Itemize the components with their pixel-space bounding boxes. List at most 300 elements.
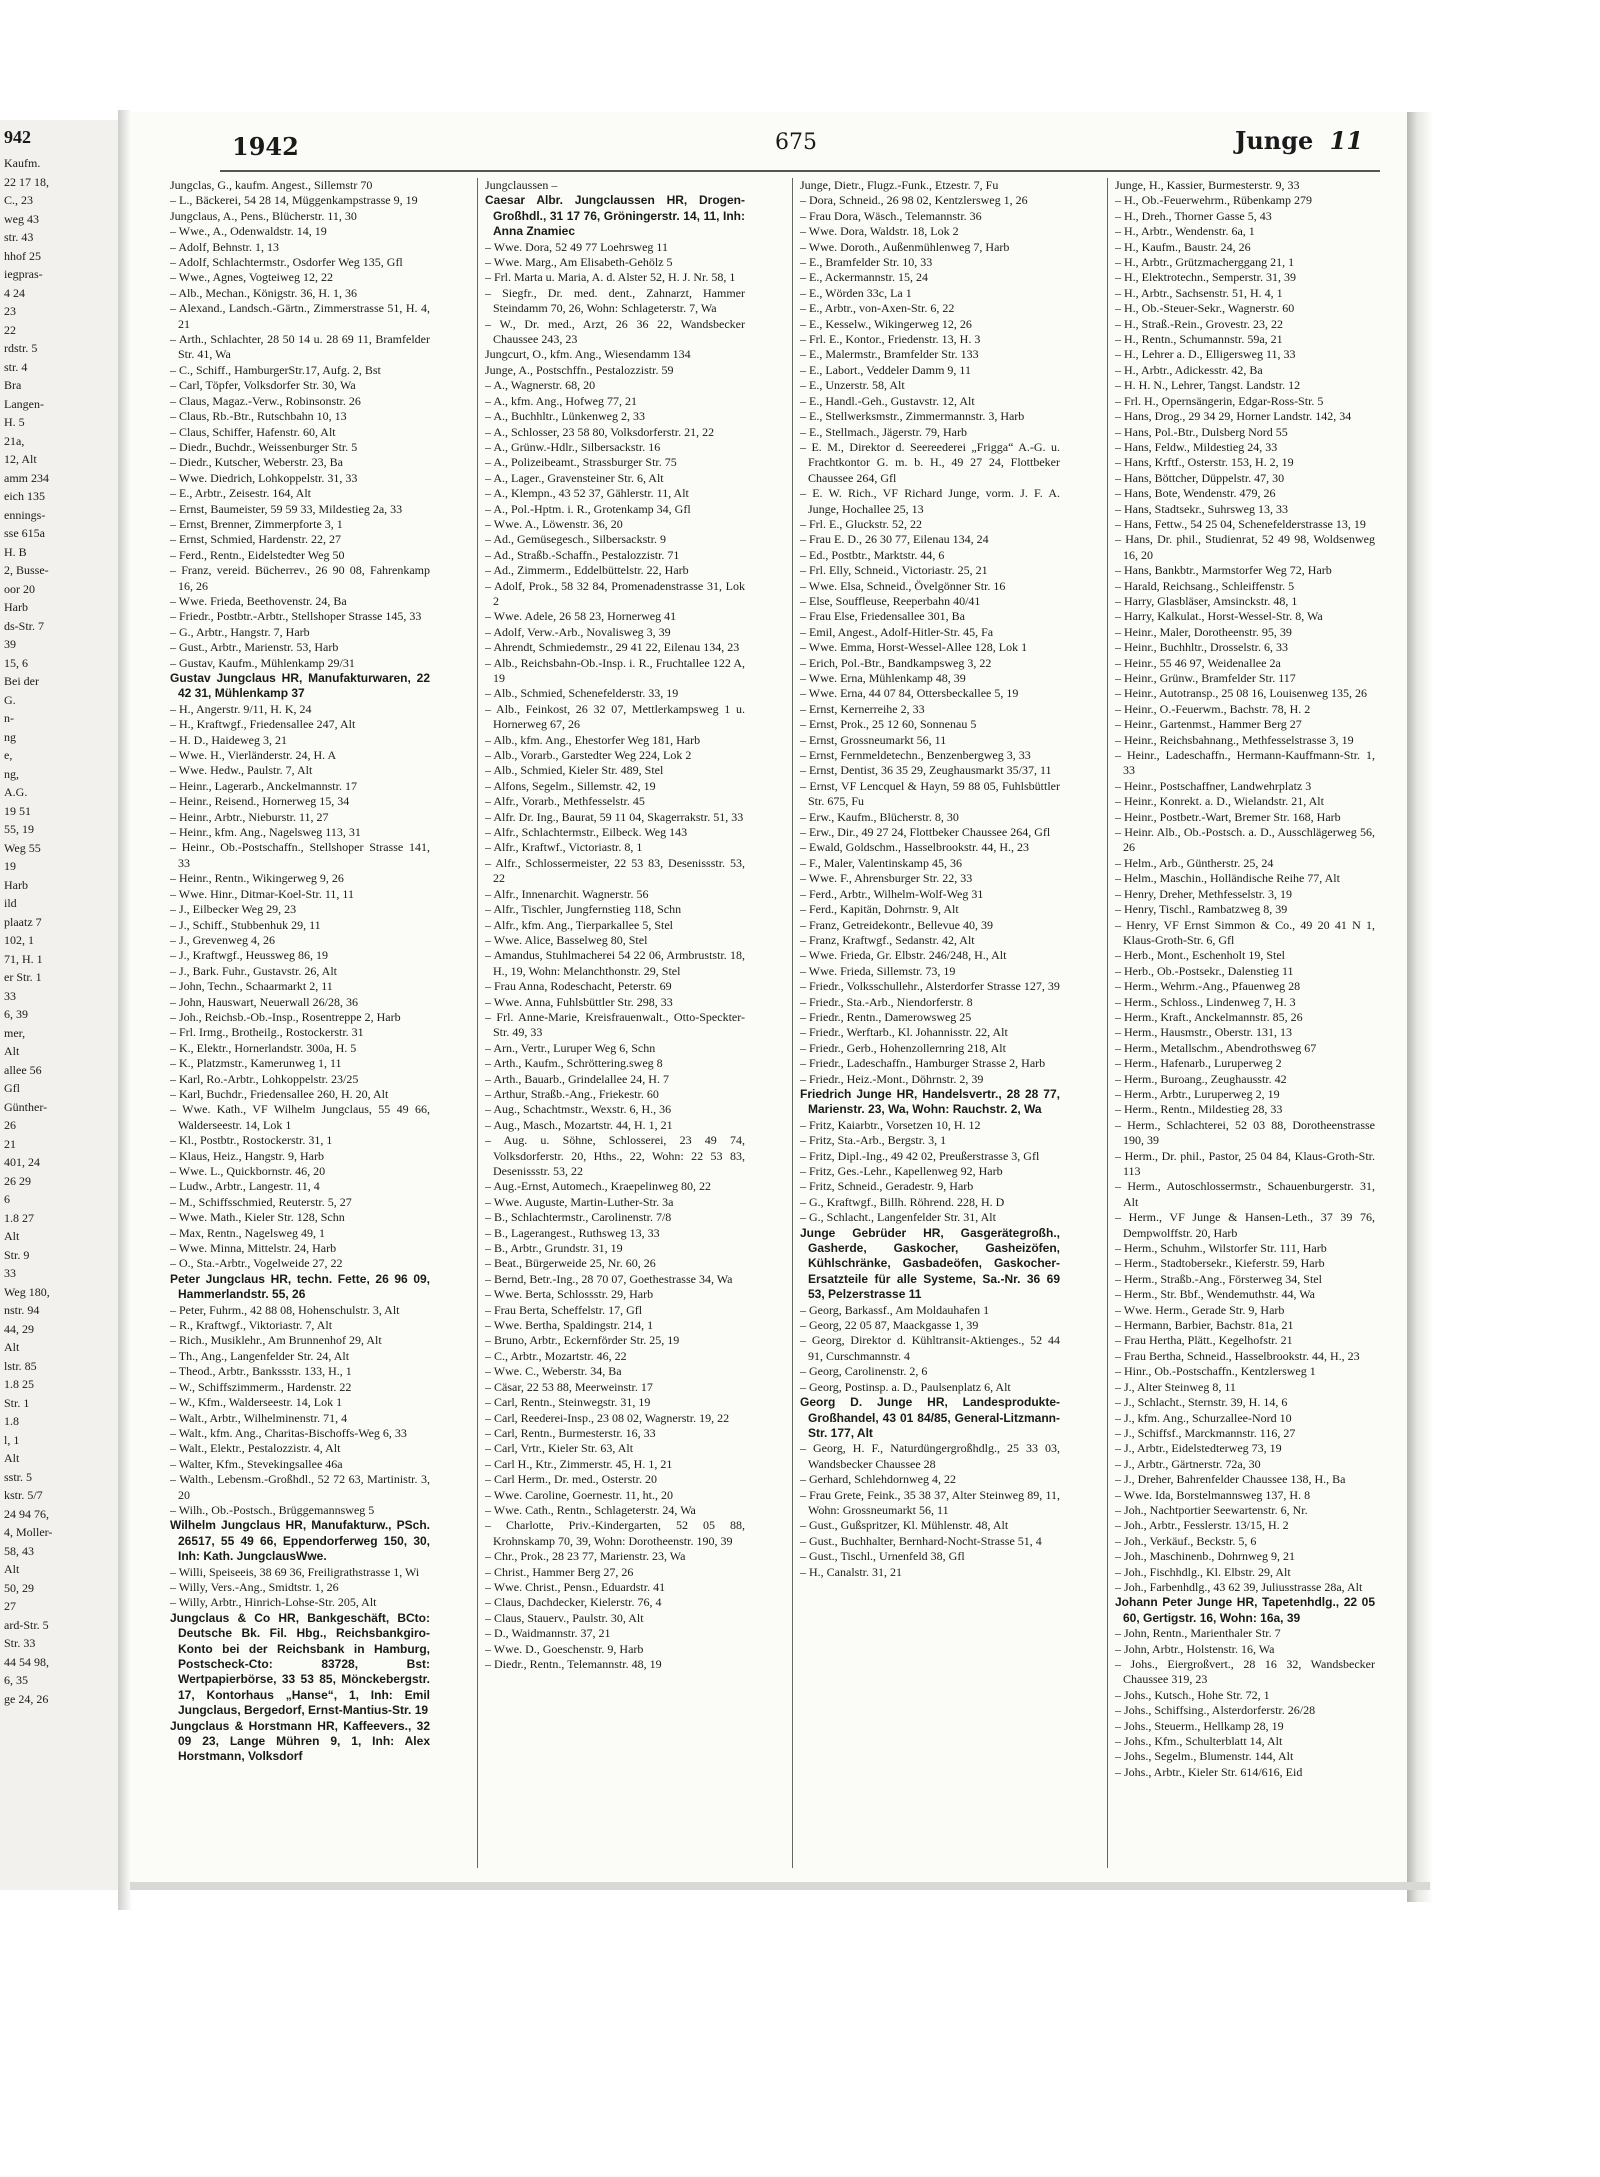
previous-page-text-fragment: 22 17 18, xyxy=(4,174,49,189)
directory-entry: – Wwe. Anna, Fuhlsbüttler Str. 298, 33 xyxy=(485,994,673,1009)
directory-entry: – H., Elektrotechn., Semperstr. 31, 39 xyxy=(1115,270,1296,285)
directory-entry: – Georg, 22 05 87, Maackgasse 1, 39 xyxy=(800,1318,979,1333)
directory-entry: – Frau Dora, Wäsch., Telemannstr. 36 xyxy=(800,208,982,223)
directory-entry: – Wwe. Berta, Schlossstr. 29, Harb xyxy=(485,1287,654,1302)
directory-entry: – H., Arbtr., Wendenstr. 6a, 1 xyxy=(1115,224,1255,239)
directory-entry: – H., Canalstr. 31, 21 xyxy=(800,1564,902,1579)
directory-entry: – Ludw., Arbtr., Langestr. 11, 4 xyxy=(170,1179,320,1194)
directory-entry: – Georg, Postinsp. a. D., Paulsenplatz 6, Alt xyxy=(800,1379,1011,1394)
page-header xyxy=(130,112,1407,170)
directory-entry: – Alfr., kfm. Ang., Tierparkallee 5, Stel xyxy=(485,917,673,932)
directory-entry: – Wwe. Cath., Rentn., Schlageterstr. 24, Wa xyxy=(485,1502,696,1517)
directory-entry: – Heinr. Alb., Ob.-Postsch. a. D., Ausschlägerweg 56, 26 xyxy=(1115,825,1375,855)
directory-entry: – Friedr., Ladeschaffn., Hamburger Strasse 2, Harb xyxy=(800,1056,1046,1071)
directory-entry: – G., Kraftwgf., Billh. Röhrend. 228, H. D xyxy=(800,1194,1005,1209)
directory-entry: – Claus, Rb.-Btr., Rutschbahn 10, 13 xyxy=(170,409,347,424)
directory-entry: Junge, H., Kassier, Burmesterstr. 9, 33 xyxy=(1115,178,1300,192)
previous-page-text-fragment: 6, 35 xyxy=(4,1673,28,1687)
directory-entry: – B., Lagerangest., Ruthsweg 13, 33 xyxy=(485,1225,660,1240)
directory-entry: – Ed., Postbtr., Marktstr. 44, 6 xyxy=(800,547,945,562)
directory-entry: – Herm., Metallschm., Abendrothsweg 67 xyxy=(1115,1040,1317,1055)
directory-entry: – C., Arbtr., Mozartstr. 46, 22 xyxy=(485,1348,627,1363)
directory-entry: – Ferd., Kapitän, Dohrnstr. 9, Alt xyxy=(800,902,959,917)
previous-page-text-fragment: Bei der xyxy=(4,674,39,688)
directory-entry: – A., Klempn., 43 52 37, Gählerstr. 11, Alt xyxy=(485,486,689,501)
directory-entry: – Alexand., Landsch.-Gärtn., Zimmerstrasse 51, H. 4, 21 xyxy=(170,301,430,331)
directory-entry: – Klaus, Heiz., Hangstr. 9, Harb xyxy=(170,1148,324,1163)
directory-entry: – Johs., Eiergroßvert., 28 16 32, Wandsbecker Chaussee 319, 23 xyxy=(1115,1657,1375,1687)
directory-entry: – Wwe. Math., Kieler Str. 128, Schn xyxy=(170,1210,345,1225)
previous-page-text-fragment: Kaufm. xyxy=(4,156,41,170)
directory-entry: – A., Buchhltr., Lünkenweg 2, 33 xyxy=(485,409,645,424)
directory-entry: – Frau Else, Friedensallee 301, Ba xyxy=(800,609,965,624)
directory-entry: – Heinr., Ladeschaffn., Hermann-Kauffmann-Str. 1, 33 xyxy=(1115,748,1375,778)
directory-entry: – D., Waidmannstr. 37, 21 xyxy=(485,1626,611,1641)
directory-entry: – Wwe. Hinr., Ditmar-Koel-Str. 11, 11 xyxy=(170,886,354,901)
directory-entry: – Wwe. Kath., VF Wilhelm Jungclaus, 55 49 66, Walderseestr. 14, Lok 1 xyxy=(170,1102,430,1132)
directory-entry: – Alfr., Vorarb., Methfesselstr. 45 xyxy=(485,794,645,809)
directory-entry: – Georg, H. F., Naturdüngergroßhdlg., 25 33 03, Wandsbecker Chaussee 28 xyxy=(800,1441,1060,1471)
directory-entry: Junge Gebrüder HR, Gasgerätegroßh., Gasherde, Gaskocher, Gasheizöfen, Kühlschränke, Gasbadeöfen, Gaskocher-Ersatzteile für alle Systeme, Sa.-Nr. 36 69 53, Pelzerstrasse 11 xyxy=(800,1225,1060,1302)
directory-entry: – Herm., Schloss., Lindenweg 7, H. 3 xyxy=(1115,994,1296,1009)
directory-entry: Jungclas, G., kaufm. Angest., Sillemstr 70 xyxy=(170,178,373,192)
directory-entry: – Hinr., Ob.-Postschaffn., Kentzlersweg 1 xyxy=(1115,1364,1316,1379)
directory-entry: – E., Ackermannstr. 15, 24 xyxy=(800,270,928,285)
directory-entry: – Fritz, Dipl.-Ing., 49 42 02, Preußerstrasse 3, Gfl xyxy=(800,1148,1040,1163)
directory-entry: – Siegfr., Dr. med. dent., Zahnarzt, Hammer Steindamm 70, 26, Wohn: Schlageterstr. 7, Wa xyxy=(485,285,745,316)
directory-entry: – Frl. Anne-Marie, Kreisfrauenwalt., Otto-Speckter-Str. 49, 33 xyxy=(485,1009,745,1040)
directory-entry: – Wwe. D., Goeschenstr. 9, Harb xyxy=(485,1641,644,1656)
directory-entry: – H., Dreh., Thorner Gasse 5, 43 xyxy=(1115,208,1272,223)
directory-entry: – Arth., Bauarb., Grindelallee 24, H. 7 xyxy=(485,1071,669,1086)
directory-entry: – Wwe. Hedw., Paulstr. 7, Alt xyxy=(170,763,313,778)
directory-entry: – Ad., Zimmerm., Eddelbüttelstr. 22, Harb xyxy=(485,563,689,578)
directory-entry: – Wwe. Emma, Horst-Wessel-Allee 128, Lok 1 xyxy=(800,640,1028,655)
directory-entry: – E., Arbtr., Zeisestr. 164, Alt xyxy=(170,486,311,501)
directory-entry: – Amandus, Stuhlmacherei 54 22 06, Armbruststr. 18, H., 19, Wohn: Melanchthonstr. 29, Stel xyxy=(485,948,745,978)
directory-entry: – Herm., Schuhm., Wilstorfer Str. 111, Harb xyxy=(1115,1241,1327,1256)
directory-entry: – Alfons, Segelm., Sillemstr. 42, 19 xyxy=(485,778,656,793)
previous-page-text-fragment: 1.8 27 xyxy=(4,1210,34,1225)
directory-entry: – Wwe. Caroline, Goernestr. 11, ht., 20 xyxy=(485,1487,673,1502)
directory-entry: – J., Eilbecker Weg 29, 23 xyxy=(170,902,297,917)
directory-entry: – Erich, Pol.-Btr., Bandkampsweg 3, 22 xyxy=(800,655,992,670)
directory-entry: – Wwe. Bertha, Spaldingstr. 214, 1 xyxy=(485,1318,654,1333)
directory-entry: – Max, Rentn., Nagelsweg 49, 1 xyxy=(170,1225,325,1240)
directory-entry: – Joh., Farbenhdlg., 43 62 39, Juliusstrasse 28a, Alt xyxy=(1115,1579,1363,1594)
directory-entry: – Alfr., Innenarchit. Wagnerstr. 56 xyxy=(485,886,649,901)
directory-entry: – Harry, Glasbläser, Amsinckstr. 48, 1 xyxy=(1115,593,1298,608)
directory-entry: – Heinr., Reisend., Hornerweg 15, 34 xyxy=(170,794,350,809)
directory-entry: – Carl Herm., Dr. med., Osterstr. 20 xyxy=(485,1472,657,1487)
directory-entry: – Joh., Reichsb.-Ob.-Insp., Rosentreppe 2, Harb xyxy=(170,1009,401,1024)
directory-entry: Jungclaussen – xyxy=(485,178,558,192)
previous-page-text-fragment: Str. 9 xyxy=(4,1247,30,1262)
directory-entry: Caesar Albr. Jungclaussen HR, Drogen-Großhdl., 31 17 76, Gröningerstr. 14, 11, Inh: Anna Znamiec xyxy=(485,193,745,239)
directory-entry: – John, Techn., Schaarmarkt 2, 11 xyxy=(170,979,333,994)
previous-page-text-fragment: nstr. 94 xyxy=(4,1303,40,1317)
directory-entry: – J., Schiff., Stubbenhuk 29, 11 xyxy=(170,917,321,932)
directory-entry: – Heinr., Arbtr., Nieburstr. 11, 27 xyxy=(170,809,329,824)
directory-entry: – Th., Ang., Langenfelder Str. 24, Alt xyxy=(170,1348,350,1363)
previous-page-text-fragment: 6 xyxy=(4,1192,10,1206)
page-edge xyxy=(1407,112,1433,1902)
directory-entry: – Heinr., Autotransp., 25 08 16, Louisenweg 135, 26 xyxy=(1115,686,1367,701)
directory-entry: – Alb., Feinkost, 26 32 07, Mettlerkampsweg 1 u. Hornerweg 67, 26 xyxy=(485,701,745,732)
previous-page-text-fragment: G. xyxy=(4,692,16,707)
directory-entry: Jungcurt, O., kfm. Ang., Wiesendamm 134 xyxy=(485,347,691,362)
directory-entry: – Alb., Mechan., Königstr. 36, H. 1, 36 xyxy=(170,285,357,300)
column-divider xyxy=(792,178,793,1868)
directory-entry: Jungclaus & Co HR, Bankgeschäft, BCto: Deutsche Bk. Fil. Hbg., Reichsbankgiro-Konto bei der Reichsbank in Hamburg, Postscheck-Cto: 83728, Bst: Wertpapierbörse, 33 53 85, Mönckebergstr. 17, Kontorhaus „Hanse“, 1, Inh: Emil Jungclaus, Bergedorf, Ernst-Mantius-Str. 19 xyxy=(170,1610,430,1718)
previous-page-text-fragment: 44, 29 xyxy=(4,1321,34,1336)
directory-entry: – W., Kfm., Walderseestr. 14, Lok 1 xyxy=(170,1395,343,1410)
directory-entry: – Wilh., Ob.-Postsch., Brüggemannsweg 5 xyxy=(170,1502,375,1517)
directory-entry: – Heinr., Ob.-Postschaffn., Stellshoper Strasse 141, 33 xyxy=(170,840,430,870)
directory-entry: Junge, A., Postschffn., Pestalozzistr. 59 xyxy=(485,362,674,377)
directory-entry: – Johs., Steuerm., Hellkamp 28, 19 xyxy=(1115,1718,1284,1733)
directory-entry: – Arth., Schlachter, 28 50 14 u. 28 69 11, Bramfelder Str. 41, Wa xyxy=(170,332,430,362)
directory-entry: – Ferd., Arbtr., Wilhelm-Wolf-Weg 31 xyxy=(800,886,984,901)
directory-entry: Georg D. Junge HR, Landesprodukte-Großhandel, 43 01 84/85, General-Litzmann-Str. 177, Alt xyxy=(800,1395,1060,1440)
previous-page-text-fragment: Bra xyxy=(4,378,22,392)
directory-entry: – Alb., Vorarb., Garstedter Weg 224, Lok 2 xyxy=(485,748,692,763)
directory-entry: – E. W. Rich., VF Richard Junge, vorm. J. F. A. Junge, Hochallee 25, 13 xyxy=(800,486,1060,516)
directory-entry: – Johs., Schiffsing., Alsterdorferstr. 26/28 xyxy=(1115,1703,1316,1718)
directory-entry: – F., Maler, Valentinskamp 45, 36 xyxy=(800,855,962,870)
directory-entry: – E., Labort., Veddeler Damm 9, 11 xyxy=(800,362,971,377)
directory-entry: – Georg, Direktor d. Kühltransit-Aktienges., 52 44 91, Curschmannstr. 4 xyxy=(800,1333,1060,1363)
directory-entry: – Gust., Tischl., Urnenfeld 38, Gfl xyxy=(800,1549,965,1564)
directory-entry: – Alb., Schmied, Kieler Str. 489, Stel xyxy=(485,763,664,778)
directory-entry: Junge, Dietr., Flugz.-Funk., Etzestr. 7, Fu xyxy=(800,178,999,192)
directory-entry: – Ernst, Kernerreihe 2, 33 xyxy=(800,701,925,716)
directory-entry: – Wwe. Adele, 26 58 23, Hornerweg 41 xyxy=(485,609,677,624)
directory-entry: – Erw., Kaufm., Blücherstr. 8, 30 xyxy=(800,809,959,824)
directory-entry: – Joh., Fischhdlg., Kl. Elbstr. 29, Alt xyxy=(1115,1564,1291,1579)
directory-entry: – Carl, Vrtr., Kieler Str. 63, Alt xyxy=(485,1441,634,1456)
directory-entry: – Claus, Magaz.-Verw., Robinsonstr. 26 xyxy=(170,393,361,408)
directory-entry: – H. H. N., Lehrer, Tangst. Landstr. 12 xyxy=(1115,378,1301,393)
directory-entry: – Ewald, Goldschm., Hasselbrookstr. 44, H., 23 xyxy=(800,840,1029,855)
directory-entry: – Aug. u. Söhne, Schlosserei, 23 49 74, Volksdorferstr. 20, Hths., 22, Wohn: 22 53 83, Desenissstr. 53, 22 xyxy=(485,1133,745,1178)
directory-entry: – J., Alter Steinweg 8, 11 xyxy=(1115,1379,1236,1394)
directory-entry: – Wwe. H., Vierländerstr. 24, H. A xyxy=(170,748,337,763)
directory-entry: – Wwe. Auguste, Martin-Luther-Str. 3a xyxy=(485,1194,674,1209)
directory-entry: – Frl. Irmg., Brotheilg., Rostockerstr. 31 xyxy=(170,1025,364,1040)
previous-page-text-fragment: 44 54 98, xyxy=(4,1654,49,1669)
directory-entry: – Walt., Arbtr., Wilhelminenstr. 71, 4 xyxy=(170,1410,348,1425)
directory-entry: – Beat., Bürgerweide 25, Nr. 60, 26 xyxy=(485,1256,656,1271)
directory-entry: – Johs., Kutsch., Hohe Str. 72, 1 xyxy=(1115,1687,1270,1702)
directory-entry: – Herm., Arbtr., Luruperweg 2, 19 xyxy=(1115,1086,1280,1101)
directory-entry: – Wwe. Elsa, Schneid., Övelgönner Str. 16 xyxy=(800,578,1006,593)
page-bottom-edge xyxy=(130,1882,1430,1890)
directory-entry: – C., Schiff., HamburgerStr.17, Aufg. 2, Bst xyxy=(170,362,381,377)
directory-entry: – L., Bäckerei, 54 28 14, Müggenkampstrasse 9, 19 xyxy=(170,193,418,208)
directory-entry: – E., Unzerstr. 58, Alt xyxy=(800,378,905,393)
directory-entry: – H., Kaufm., Baustr. 24, 26 xyxy=(1115,239,1251,254)
directory-entry: – Frl. H., Opernsängerin, Edgar-Ross-Str. 5 xyxy=(1115,393,1324,408)
previous-page-text-fragment: 26 xyxy=(4,1118,16,1132)
directory-entry: – Arn., Vertr., Luruper Weg 6, Schn xyxy=(485,1040,656,1055)
previous-page-text-fragment: Str. 1 xyxy=(4,1395,30,1410)
directory-entry: – E., Bramfelder Str. 10, 33 xyxy=(800,255,933,270)
previous-page-text-fragment: 12, Alt xyxy=(4,452,37,466)
previous-page-text-fragment: lstr. 85 xyxy=(4,1358,37,1373)
directory-entry: – Ernst, Baumeister, 59 59 33, Mildestieg 2a, 33 xyxy=(170,501,403,516)
directory-entry: – Frl. E., Kontor., Friedenstr. 13, H. 3 xyxy=(800,332,981,347)
previous-page-text-fragment: 19 xyxy=(4,859,16,873)
directory-entry: – Alfr., Tischler, Jungfernstieg 118, Schn xyxy=(485,902,682,917)
directory-entry: – Herm., Stadtobersekr., Kieferstr. 59, Harb xyxy=(1115,1256,1325,1271)
directory-entry: – E., Stellwerksmstr., Zimmermannstr. 3, Harb xyxy=(800,409,1025,424)
directory-entry: – Franz, Kraftwgf., Sedanstr. 42, Alt xyxy=(800,932,975,947)
directory-entry: – E., Wörden 33c, La 1 xyxy=(800,285,912,300)
previous-page-text-fragment: 19 51 xyxy=(4,803,31,818)
directory-entry: – W., Dr. med., Arzt, 26 36 22, Wandsbecker Chaussee 243, 23 xyxy=(485,316,745,347)
previous-page-text-fragment: Alt xyxy=(4,1229,20,1243)
directory-entry: – John, Arbtr., Holstenstr. 16, Wa xyxy=(1115,1641,1275,1656)
directory-entry: – J., kfm. Ang., Schurzallee-Nord 10 xyxy=(1115,1410,1292,1425)
previous-page-text-fragment: Günther- xyxy=(4,1099,48,1114)
directory-entry: – R., Kraftwgf., Viktoriastr. 7, Alt xyxy=(170,1318,333,1333)
previous-page-text-fragment: 39 xyxy=(4,637,16,651)
directory-entry: – Willi, Speiseeis, 38 69 36, Freiligrathstrasse 1, Wi xyxy=(170,1564,420,1579)
previous-page-text-fragment: 102, 1 xyxy=(4,933,34,947)
directory-entry: – E. M., Direktor d. Seereederei „Frigga“ A.-G. u. Frachtkontor G. m. b. H., 49 27 24, Flottbeker Chaussee 264, Gfl xyxy=(800,439,1060,485)
directory-entry: – Heinr., Rentn., Wikingerweg 9, 26 xyxy=(170,871,344,886)
directory-entry: – Georg, Barkassf., Am Moldauhafen 1 xyxy=(800,1302,990,1317)
directory-entry: Jungclaus, A., Pens., Blücherstr. 11, 30 xyxy=(170,208,357,223)
directory-entry: – Georg, Carolinenstr. 2, 6 xyxy=(800,1364,928,1379)
previous-page-text-fragment: 71, H. 1 xyxy=(4,951,43,966)
directory-entry: – H., Kraftwgf., Friedensallee 247, Alt xyxy=(170,717,356,732)
directory-entry: – Herm., Hafenarb., Luruperweg 2 xyxy=(1115,1056,1282,1071)
directory-entry: – O., Sta.-Arbtr., Vogelweide 27, 22 xyxy=(170,1256,343,1271)
directory-entry: – A., Lager., Gravensteiner Str. 6, Alt xyxy=(485,470,664,485)
previous-page-text-fragment: 401, 24 xyxy=(4,1155,40,1169)
column-divider xyxy=(1107,178,1108,1868)
directory-entry: – Hans, Pol.-Btr., Dulsberg Nord 55 xyxy=(1115,424,1288,439)
directory-entry: – Frau Anna, Rodeschacht, Peterstr. 69 xyxy=(485,979,672,994)
directory-entry: – Diedr., Rentn., Telemannstr. 48, 19 xyxy=(485,1657,662,1671)
directory-entry: – Alfr. Dr. Ing., Baurat, 59 11 04, Skagerrakstr. 51, 33 xyxy=(485,809,744,824)
previous-page-text-fragment: oor 20 xyxy=(4,581,35,596)
directory-entry: – Walt., Elektr., Pestalozzistr. 4, Alt xyxy=(170,1441,341,1456)
previous-page-text-fragment: ds-Str. 7 xyxy=(4,618,45,633)
directory-entry: – A., Wagnerstr. 68, 20 xyxy=(485,378,596,393)
directory-entry: – Carl H., Ktr., Zimmerstr. 45, H. 1, 21 xyxy=(485,1456,673,1471)
directory-entry: – Chr., Prok., 28 23 77, Marienstr. 23, Wa xyxy=(485,1549,686,1564)
previous-page-text-fragment: Alt xyxy=(4,1340,20,1354)
previous-page-text-fragment: plaatz 7 xyxy=(4,914,42,929)
previous-page-year-fragment: 942 xyxy=(4,127,31,147)
previous-page-text-fragment: hhof 25 xyxy=(4,248,41,263)
directory-entry: – H., Ob.-Steuer-Sekr., Wagnerstr. 60 xyxy=(1115,301,1295,316)
previous-page-text-fragment: sse 615a xyxy=(4,526,45,540)
previous-page-text-fragment: Weg 55 xyxy=(4,840,41,855)
directory-entry: – Wwe. Ida, Borstelmannsweg 137, H. 8 xyxy=(1115,1487,1311,1502)
previous-page-text-fragment: 4 24 xyxy=(4,285,25,300)
directory-entry: Johann Peter Junge HR, Tapetenhdlg., 22 05 60, Gertigstr. 16, Wohn: 16a, 39 xyxy=(1115,1595,1375,1625)
page-number: 675 xyxy=(775,130,817,155)
directory-entry: – H., Ob.-Feuerwehrm., Rübenkamp 279 xyxy=(1115,193,1312,208)
directory-entry: – Helm., Maschin., Holländische Reihe 77, Alt xyxy=(1115,871,1340,886)
directory-entry: – Wwe. Dora, Waldstr. 18, Lok 2 xyxy=(800,224,959,239)
directory-entry: – J., Schlacht., Sternstr. 39, H. 14, 6 xyxy=(1115,1395,1288,1410)
directory-page xyxy=(130,112,1407,1882)
directory-entry: – Heinr., Grünw., Bramfelder Str. 117 xyxy=(1115,671,1296,685)
directory-entry: – Herm., Rentn., Mildestieg 28, 33 xyxy=(1115,1102,1283,1117)
directory-entry: – Wwe. Alice, Basselweg 80, Stel xyxy=(485,932,648,947)
directory-entry: Wilhelm Jungclaus HR, Manufakturw., PSch. 26517, 55 49 66, Eppendorferweg 150, 30, Inh: Kath. JungclausWwe. xyxy=(170,1518,430,1564)
directory-entry: – Walth., Lebensm.-Großhdl., 52 72 63, Martinistr. 3, 20 xyxy=(170,1472,430,1502)
directory-entry: – Hans, Bankbtr., Marmstorfer Weg 72, Harb xyxy=(1115,563,1332,578)
directory-entry: – Fritz, Kaiarbtr., Vorsetzen 10, H. 12 xyxy=(800,1117,981,1132)
previous-page-text-fragment: 15, 6 xyxy=(4,655,28,670)
directory-entry: – Heinr., Lagerarb., Anckelmannstr. 17 xyxy=(170,778,357,793)
directory-entry: – Wwe. Erna, 44 07 84, Ottersbeckallee 5, 19 xyxy=(800,686,1019,701)
directory-entry: – Herm., Str. Bbf., Wendemuthstr. 44, Wa xyxy=(1115,1287,1315,1302)
directory-entry: – J., Kraftwgf., Heussweg 86, 19 xyxy=(170,948,328,963)
column-divider xyxy=(477,178,478,1868)
directory-entry: – Diedr., Buchdr., Weissenburger Str. 5 xyxy=(170,439,358,454)
directory-entry: – Adolf, Prok., 58 32 84, Promenadenstrasse 31, Lok 2 xyxy=(485,578,745,608)
previous-page-text-fragment: 1.8 25 xyxy=(4,1377,34,1391)
previous-page-text-fragment: ard-Str. 5 xyxy=(4,1617,49,1632)
directory-entry: – Heinr., Gartenmst., Hammer Berg 27 xyxy=(1115,717,1302,732)
previous-page-text-fragment: 23 xyxy=(4,304,16,318)
directory-entry: – Adolf, Schlachtermstr., Osdorfer Weg 135, Gfl xyxy=(170,255,403,270)
header-rule xyxy=(220,170,1380,172)
directory-entry: – Ernst, Dentist, 36 35 29, Zeughausmarkt 35/37, 11 xyxy=(800,763,1052,778)
directory-entry: – Wwe. Frieda, Gr. Elbstr. 246/248, H., Alt xyxy=(800,948,1007,963)
directory-entry: – Walt., kfm. Ang., Charitas-Bischoffs-Weg 6, 33 xyxy=(170,1425,407,1440)
directory-entry: – Aug.-Ernst, Automech., Kraepelinweg 80, 22 xyxy=(485,1179,711,1194)
directory-entry: – Wwe. Frieda, Sillemstr. 73, 19 xyxy=(800,963,956,978)
directory-entry: – Fritz, Sta.-Arb., Bergstr. 3, 1 xyxy=(800,1133,947,1148)
directory-entry: – John, Hauswart, Neuerwall 26/28, 36 xyxy=(170,994,358,1009)
directory-entry: – Heinr., O.-Feuerwm., Bachstr. 78, H. 2 xyxy=(1115,701,1311,716)
directory-entry: – Aug., Masch., Mozartstr. 44, H. 1, 21 xyxy=(485,1117,673,1132)
previous-page-text-fragment: Weg 180, xyxy=(4,1284,50,1299)
previous-page-text-fragment: 27 xyxy=(4,1599,16,1613)
directory-entry: – Kl., Postbtr., Rostockerstr. 31, 1 xyxy=(170,1133,333,1148)
directory-entry: – Carl, Reederei-Insp., 23 08 02, Wagnerstr. 19, 22 xyxy=(485,1410,730,1425)
surname-label: Junge xyxy=(1235,126,1314,155)
previous-page-text-fragment: e, xyxy=(4,748,13,762)
previous-page-text-fragment: 22 xyxy=(4,322,16,337)
directory-entry: – H., Rentn., Schumannstr. 59a, 21 xyxy=(1115,332,1283,347)
directory-entry: – Henry, VF Ernst Simmon & Co., 49 20 41 N 1, Klaus-Groth-Str. 6, Gfl xyxy=(1115,917,1375,947)
directory-entry: – A., Polizeibeamt., Strassburger Str. 75 xyxy=(485,455,677,470)
directory-entry: – Wwe. Diedrich, Lohkoppelstr. 31, 33 xyxy=(170,470,358,485)
previous-page-text-fragment: er Str. 1 xyxy=(4,970,42,984)
directory-entry: – Franz, Getreidekontr., Bellevue 40, 39 xyxy=(800,917,993,932)
previous-page-text-fragment: ng xyxy=(4,729,16,744)
directory-entry: – Friedr., Sta.-Arb., Niendorferstr. 8 xyxy=(800,994,973,1009)
directory-entry: – Wwe., Agnes, Vogteiweg 12, 22 xyxy=(170,270,333,285)
directory-entry: – Bernd, Betr.-Ing., 28 70 07, Goethestrasse 34, Wa xyxy=(485,1271,733,1286)
directory-entry: – M., Schiffsschmied, Reuterstr. 5, 27 xyxy=(170,1194,352,1209)
directory-columns xyxy=(170,178,1395,1878)
directory-entry: – Else, Souffleuse, Reeperbahn 40/41 xyxy=(800,593,981,608)
directory-entry: – Heinr., Reichsbahnang., Methfesselstrasse 3, 19 xyxy=(1115,732,1354,747)
directory-entry: – Frl. E., Gluckstr. 52, 22 xyxy=(800,516,922,531)
previous-page-text-fragment: ng, xyxy=(4,766,19,781)
directory-entry: – Frl. Marta u. Maria, A. d. Alster 52, H. J. Nr. 58, 1 xyxy=(485,270,736,285)
directory-column-2 xyxy=(485,178,745,1878)
directory-entry: – Heinr., Postschaffner, Landwehrplatz 3 xyxy=(1115,778,1312,793)
directory-entry: – Wwe. A., Löwenstr. 36, 20 xyxy=(485,516,623,531)
directory-entry: – Alfr., Schlachtermstr., Eilbeck. Weg 143 xyxy=(485,825,688,840)
previous-page-text-fragment: weg 43 xyxy=(4,211,39,226)
previous-page-text-fragment: Alt xyxy=(4,1562,20,1576)
directory-entry: – E., Kesselw., Wikingerweg 12, 26 xyxy=(800,316,972,331)
directory-entry: – Theod., Arbtr., Bankssstr. 133, H., 1 xyxy=(170,1364,352,1379)
directory-entry: – K., Elektr., Hornerlandstr. 300a, H. 5 xyxy=(170,1040,357,1055)
previous-page-text-fragment: amm 234 xyxy=(4,470,49,485)
directory-entry: – Cäsar, 22 53 88, Meerweinstr. 17 xyxy=(485,1379,653,1394)
previous-page-text-fragment: Alt xyxy=(4,1451,20,1465)
directory-entry: – Alb., Schmied, Schenefelderstr. 33, 19 xyxy=(485,686,679,701)
directory-entry: – B., Arbtr., Grundstr. 31, 19 xyxy=(485,1241,623,1256)
directory-entry: – Herm., Dr. phil., Pastor, 25 04 84, Klaus-Groth-Str. 113 xyxy=(1115,1148,1375,1178)
previous-page-text-fragment: 26 29 xyxy=(4,1173,31,1188)
directory-entry: – Karl, Ro.-Arbtr., Lohkoppelstr. 23/25 xyxy=(170,1071,359,1086)
previous-page-text-fragment: 21a, xyxy=(4,433,25,448)
previous-page-text-fragment: l, 1 xyxy=(4,1432,20,1447)
directory-entry: – A., kfm. Ang., Hofweg 77, 21 xyxy=(485,393,637,408)
directory-entry: – Claus, Schiffer, Hafenstr. 60, Alt xyxy=(170,424,336,439)
directory-entry: Gustav Jungclaus HR, Manufakturwaren, 22 42 31, Mühlenkamp 37 xyxy=(170,671,430,701)
previous-page-text-fragment: str. 43 xyxy=(4,230,34,244)
previous-page-text-fragment: 4, Moller- xyxy=(4,1525,53,1539)
directory-entry: – Wwe. Erna, Mühlenkamp 48, 39 xyxy=(800,671,966,685)
directory-entry: – Gerhard, Schlehdornweg 4, 22 xyxy=(800,1472,956,1487)
directory-entry: – Wwe. Herm., Gerade Str. 9, Harb xyxy=(1115,1302,1285,1317)
directory-entry: – Heinr., Postbetr.-Wart, Bremer Str. 168, Harb xyxy=(1115,809,1341,824)
directory-entry: – J., Bark. Fuhr., Gustavstr. 26, Alt xyxy=(170,963,338,978)
directory-entry: – Heinr., Konrekt. a. D., Wielandstr. 21, Alt xyxy=(1115,794,1324,809)
previous-page-text-fragment: ge 24, 26 xyxy=(4,1691,49,1706)
directory-column-1 xyxy=(170,178,430,1878)
directory-entry: – Friedr., Volksschullehr., Alsterdorfer Strasse 127, 39 xyxy=(800,979,1060,994)
directory-entry: – Frl. Elly, Schneid., Victoriastr. 25, 21 xyxy=(800,563,988,578)
directory-entry: – Herm., Autoschlossermstr., Schauenburgerstr. 31, Alt xyxy=(1115,1179,1375,1209)
section-number: 11 xyxy=(1329,126,1364,155)
directory-entry: – Hans, Drog., 29 34 29, Horner Landstr. 142, 34 xyxy=(1115,409,1352,424)
previous-page-text-fragment: 24 94 76, xyxy=(4,1506,49,1521)
directory-entry: – Willy, Arbtr., Hinrich-Lohse-Str. 205, Alt xyxy=(170,1595,377,1610)
previous-page-text-fragment: allee 56 xyxy=(4,1062,42,1077)
previous-page-text-fragment: iegpras- xyxy=(4,267,43,281)
previous-page-text-fragment: sstr. 5 xyxy=(4,1469,33,1484)
directory-entry: – Friedr., Werftarb., Kl. Johannisstr. 22, Alt xyxy=(800,1025,1008,1040)
directory-entry: – Ferd., Rentn., Eidelstedter Weg 50 xyxy=(170,547,345,562)
directory-entry: – Alfr., Kraftwf., Victoriastr. 8, 1 xyxy=(485,840,643,855)
directory-entry: – Ernst, Brenner, Zimmerpforte 3, 1 xyxy=(170,516,343,531)
directory-entry: – Wwe. Dora, 52 49 77 Loehrsweg 11 xyxy=(485,239,668,254)
directory-entry: – Adolf, Verw.-Arb., Novalisweg 3, 39 xyxy=(485,624,671,639)
directory-entry: – Herm., Wehrm.-Ang., Pfauenweg 28 xyxy=(1115,979,1301,994)
directory-entry: – Heinr., 55 46 97, Weidenallee 2a xyxy=(1115,655,1281,670)
directory-entry: – Herb., Mont., Eschenholt 19, Stel xyxy=(1115,948,1285,963)
previous-page-text-fragment: H. B xyxy=(4,544,27,559)
directory-entry: – Alb., kfm. Ang., Ehestorfer Weg 181, Harb xyxy=(485,732,701,747)
directory-entry: – Charlotte, Priv.-Kindergarten, 52 05 88, Krohnskamp 70, 39, Wohn: Dorotheenstr. 190, 39 xyxy=(485,1518,745,1548)
